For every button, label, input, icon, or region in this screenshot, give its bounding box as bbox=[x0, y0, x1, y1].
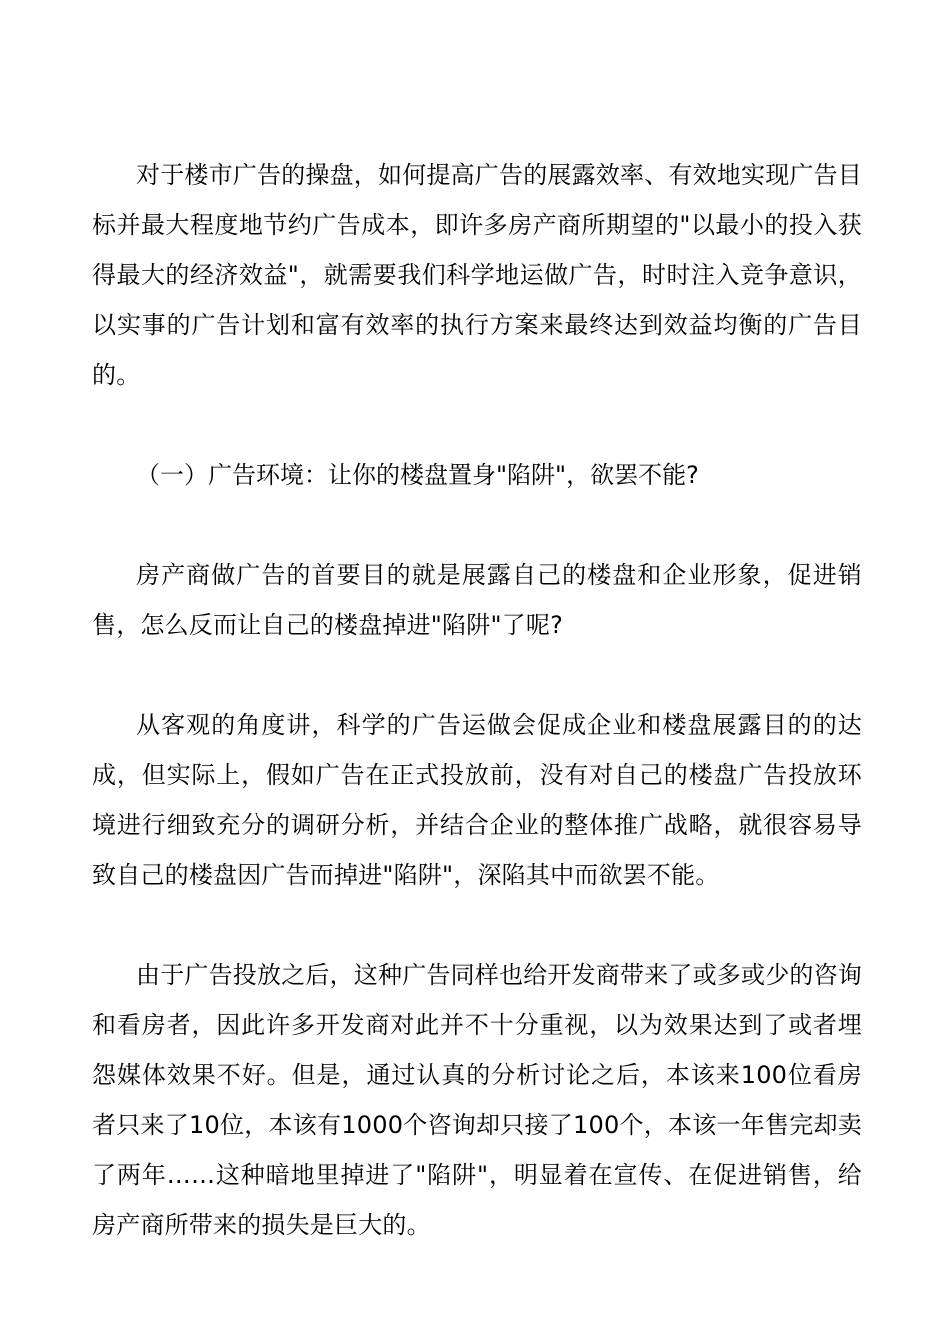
body-paragraph-objective: 从客观的角度讲，科学的广告运做会促成企业和楼盘展露目的的达成，但实际上，假如广告在正式投放前，没有对自己的楼盘广告投放环境进行细致充分的调研分析，并结合企业的整体推广战略，就很容易导致自己的楼盘因广告而掉进"陷阱"，深陷其中而欲罢不能。 bbox=[92, 711, 862, 889]
body-paragraph-question: 房产商做广告的首要目的就是展露自己的楼盘和企业形象，促进销售，怎么反而让自己的楼盘掉进"陷阱"了呢? bbox=[92, 561, 862, 639]
body-paragraph-loss: 由于广告投放之后，这种广告同样也给开发商带来了或多或少的咨询和看房者，因此许多开发商对此并不十分重视，以为效果达到了或者埋怨媒体效果不好。但是，通过认真的分析讨论之后，本该来100位看房者只来了10位，本该有1000个咨询却只接了100个，本该一年售完却卖了两年……这种暗地里掉进了"陷阱"，明显着在宣传、在促进销售，给房产商所带来的损失是巨大的。 bbox=[92, 961, 862, 1239]
document-page bbox=[92, 150, 862, 1300]
intro-paragraph: 对于楼市广告的操盘，如何提高广告的展露效率、有效地实现广告目标并最大程度地节约广告成本，即许多房产商所期望的"以最小的投入获得最大的经济效益"，就需要我们科学地运做广告，时时注入竞争意识，以实事的广告计划和富有效率的执行方案来最终达到效益均衡的广告目的。 bbox=[92, 161, 862, 389]
section-heading: （一）广告环境：让你的楼盘置身"陷阱"，欲罢不能? bbox=[136, 461, 699, 489]
